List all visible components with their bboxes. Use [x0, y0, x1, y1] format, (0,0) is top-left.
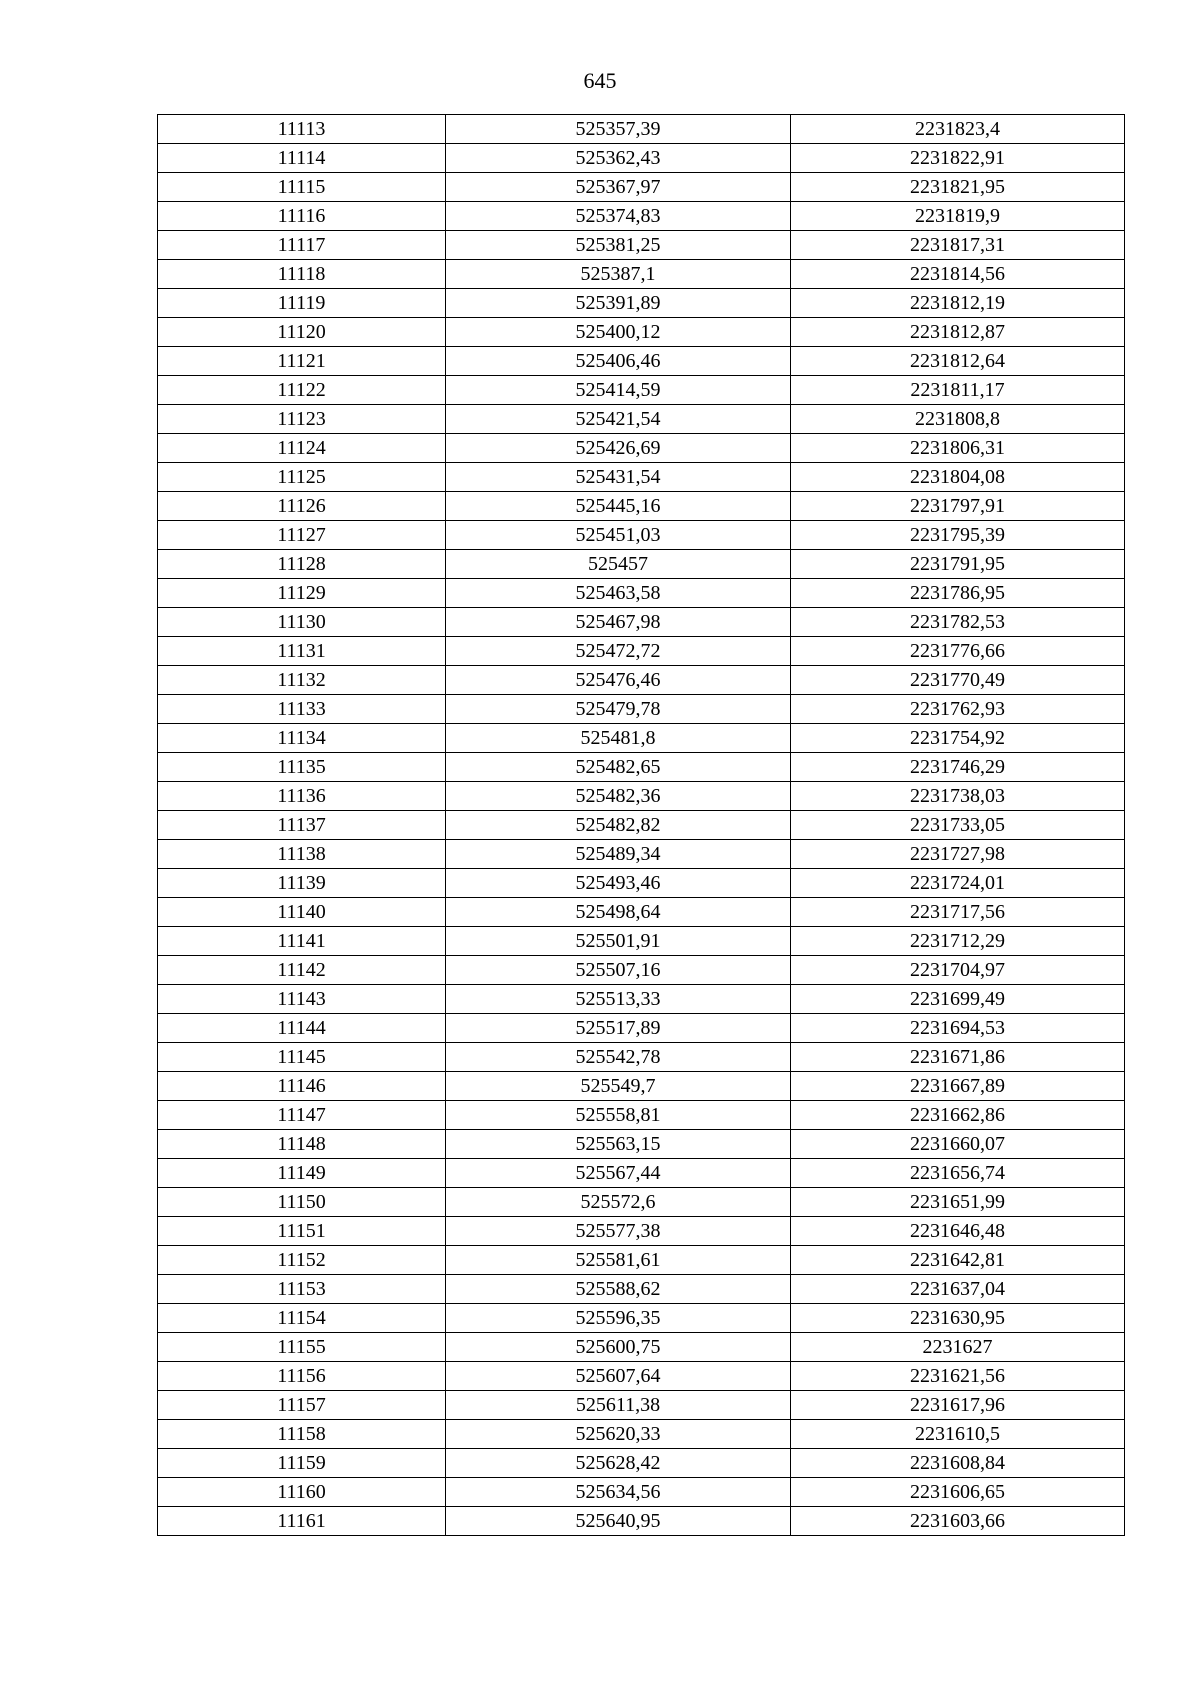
table-row	[158, 1420, 1125, 1449]
y-coordinate-cell: 2231817,31	[791, 231, 1125, 260]
point-number-cell: 11150	[158, 1188, 446, 1217]
y-coordinate-cell: 2231662,86	[791, 1101, 1125, 1130]
table-row	[158, 521, 1125, 550]
y-coordinate-cell: 2231667,89	[791, 1072, 1125, 1101]
y-coordinate-cell: 2231776,66	[791, 637, 1125, 666]
point-number-cell: 11114	[158, 144, 446, 173]
point-number-cell: 11130	[158, 608, 446, 637]
point-number-cell: 11157	[158, 1391, 446, 1420]
x-coordinate-cell: 525421,54	[446, 405, 791, 434]
point-number-cell: 11119	[158, 289, 446, 318]
x-coordinate-cell: 525463,58	[446, 579, 791, 608]
x-coordinate-cell: 525567,44	[446, 1159, 791, 1188]
table-row	[158, 724, 1125, 753]
x-coordinate-cell: 525467,98	[446, 608, 791, 637]
table-row	[158, 1507, 1125, 1536]
page-number: 645	[583, 68, 617, 93]
point-number-cell: 11141	[158, 927, 446, 956]
table-row	[158, 1362, 1125, 1391]
table-row	[158, 144, 1125, 173]
x-coordinate-cell: 525479,78	[446, 695, 791, 724]
point-number-cell: 11160	[158, 1478, 446, 1507]
point-number-cell: 11156	[158, 1362, 446, 1391]
x-coordinate-cell: 525476,46	[446, 666, 791, 695]
table-row	[158, 231, 1125, 260]
table-row	[158, 898, 1125, 927]
y-coordinate-cell: 2231660,07	[791, 1130, 1125, 1159]
y-coordinate-cell: 2231746,29	[791, 753, 1125, 782]
table-row	[158, 869, 1125, 898]
point-number-cell: 11116	[158, 202, 446, 231]
point-number-cell: 11155	[158, 1333, 446, 1362]
x-coordinate-cell: 525472,72	[446, 637, 791, 666]
y-coordinate-cell: 2231617,96	[791, 1391, 1125, 1420]
table-row	[158, 695, 1125, 724]
x-coordinate-cell: 525451,03	[446, 521, 791, 550]
point-number-cell: 11142	[158, 956, 446, 985]
point-number-cell: 11122	[158, 376, 446, 405]
table-row	[158, 492, 1125, 521]
point-number-cell: 11149	[158, 1159, 446, 1188]
x-coordinate-cell: 525362,43	[446, 144, 791, 173]
y-coordinate-cell: 2231606,65	[791, 1478, 1125, 1507]
x-coordinate-cell: 525628,42	[446, 1449, 791, 1478]
y-coordinate-cell: 2231699,49	[791, 985, 1125, 1014]
table-row	[158, 463, 1125, 492]
table-row	[158, 202, 1125, 231]
y-coordinate-cell: 2231786,95	[791, 579, 1125, 608]
table-row	[158, 1188, 1125, 1217]
table-row	[158, 1043, 1125, 1072]
x-coordinate-cell: 525426,69	[446, 434, 791, 463]
x-coordinate-cell: 525357,39	[446, 115, 791, 144]
y-coordinate-cell: 2231812,87	[791, 318, 1125, 347]
point-number-cell: 11151	[158, 1217, 446, 1246]
y-coordinate-cell: 2231733,05	[791, 811, 1125, 840]
x-coordinate-cell: 525431,54	[446, 463, 791, 492]
x-coordinate-cell: 525493,46	[446, 869, 791, 898]
x-coordinate-cell: 525482,65	[446, 753, 791, 782]
y-coordinate-cell: 2231804,08	[791, 463, 1125, 492]
x-coordinate-cell: 525507,16	[446, 956, 791, 985]
x-coordinate-cell: 525406,46	[446, 347, 791, 376]
y-coordinate-cell: 2231671,86	[791, 1043, 1125, 1072]
table-row	[158, 579, 1125, 608]
x-coordinate-cell: 525400,12	[446, 318, 791, 347]
y-coordinate-cell: 2231819,9	[791, 202, 1125, 231]
x-coordinate-cell: 525634,56	[446, 1478, 791, 1507]
table-row	[158, 115, 1125, 144]
point-number-cell: 11159	[158, 1449, 446, 1478]
y-coordinate-cell: 2231621,56	[791, 1362, 1125, 1391]
table-row	[158, 1391, 1125, 1420]
x-coordinate-cell: 525513,33	[446, 985, 791, 1014]
table-row	[158, 927, 1125, 956]
point-number-cell: 11129	[158, 579, 446, 608]
y-coordinate-cell: 2231811,17	[791, 376, 1125, 405]
table-row	[158, 1101, 1125, 1130]
table-row	[158, 985, 1125, 1014]
table-row	[158, 753, 1125, 782]
x-coordinate-cell: 525374,83	[446, 202, 791, 231]
x-coordinate-cell: 525558,81	[446, 1101, 791, 1130]
point-number-cell: 11145	[158, 1043, 446, 1072]
point-number-cell: 11137	[158, 811, 446, 840]
y-coordinate-cell: 2231610,5	[791, 1420, 1125, 1449]
point-number-cell: 11126	[158, 492, 446, 521]
y-coordinate-cell: 2231651,99	[791, 1188, 1125, 1217]
x-coordinate-cell: 525489,34	[446, 840, 791, 869]
table-row	[158, 260, 1125, 289]
point-number-cell: 11120	[158, 318, 446, 347]
table-row	[158, 347, 1125, 376]
point-number-cell: 11152	[158, 1246, 446, 1275]
x-coordinate-cell: 525640,95	[446, 1507, 791, 1536]
x-coordinate-cell: 525482,36	[446, 782, 791, 811]
point-number-cell: 11146	[158, 1072, 446, 1101]
x-coordinate-cell: 525611,38	[446, 1391, 791, 1420]
point-number-cell: 11125	[158, 463, 446, 492]
point-number-cell: 11136	[158, 782, 446, 811]
x-coordinate-cell: 525581,61	[446, 1246, 791, 1275]
table-row	[158, 637, 1125, 666]
table-row	[158, 1014, 1125, 1043]
x-coordinate-cell: 525481,8	[446, 724, 791, 753]
table-row	[158, 1130, 1125, 1159]
y-coordinate-cell: 2231738,03	[791, 782, 1125, 811]
table-row	[158, 1275, 1125, 1304]
point-number-cell: 11147	[158, 1101, 446, 1130]
x-coordinate-cell: 525517,89	[446, 1014, 791, 1043]
point-number-cell: 11115	[158, 173, 446, 202]
point-number-cell: 11153	[158, 1275, 446, 1304]
point-number-cell: 11118	[158, 260, 446, 289]
point-number-cell: 11158	[158, 1420, 446, 1449]
y-coordinate-cell: 2231656,74	[791, 1159, 1125, 1188]
table-row	[158, 1217, 1125, 1246]
x-coordinate-cell: 525607,64	[446, 1362, 791, 1391]
y-coordinate-cell: 2231770,49	[791, 666, 1125, 695]
x-coordinate-cell: 525588,62	[446, 1275, 791, 1304]
y-coordinate-cell: 2231806,31	[791, 434, 1125, 463]
y-coordinate-cell: 2231627	[791, 1333, 1125, 1362]
point-number-cell: 11124	[158, 434, 446, 463]
y-coordinate-cell: 2231812,19	[791, 289, 1125, 318]
x-coordinate-cell: 525498,64	[446, 898, 791, 927]
y-coordinate-cell: 2231823,4	[791, 115, 1125, 144]
x-coordinate-cell: 525381,25	[446, 231, 791, 260]
y-coordinate-cell: 2231630,95	[791, 1304, 1125, 1333]
x-coordinate-cell: 525367,97	[446, 173, 791, 202]
coordinates-table	[157, 114, 1125, 1536]
table-row	[158, 1449, 1125, 1478]
y-coordinate-cell: 2231812,64	[791, 347, 1125, 376]
y-coordinate-cell: 2231797,91	[791, 492, 1125, 521]
y-coordinate-cell: 2231608,84	[791, 1449, 1125, 1478]
table-row	[158, 434, 1125, 463]
y-coordinate-cell: 2231782,53	[791, 608, 1125, 637]
point-number-cell: 11138	[158, 840, 446, 869]
point-number-cell: 11154	[158, 1304, 446, 1333]
y-coordinate-cell: 2231603,66	[791, 1507, 1125, 1536]
point-number-cell: 11132	[158, 666, 446, 695]
point-number-cell: 11131	[158, 637, 446, 666]
y-coordinate-cell: 2231717,56	[791, 898, 1125, 927]
point-number-cell: 11121	[158, 347, 446, 376]
table-row	[158, 318, 1125, 347]
table-row	[158, 376, 1125, 405]
point-number-cell: 11117	[158, 231, 446, 260]
point-number-cell: 11140	[158, 898, 446, 927]
point-number-cell: 11144	[158, 1014, 446, 1043]
point-number-cell: 11148	[158, 1130, 446, 1159]
x-coordinate-cell: 525600,75	[446, 1333, 791, 1362]
point-number-cell: 11127	[158, 521, 446, 550]
y-coordinate-cell: 2231642,81	[791, 1246, 1125, 1275]
table-row	[158, 1159, 1125, 1188]
x-coordinate-cell: 525620,33	[446, 1420, 791, 1449]
table-row	[158, 1246, 1125, 1275]
x-coordinate-cell: 525577,38	[446, 1217, 791, 1246]
table-row	[158, 956, 1125, 985]
y-coordinate-cell: 2231808,8	[791, 405, 1125, 434]
point-number-cell: 11113	[158, 115, 446, 144]
x-coordinate-cell: 525457	[446, 550, 791, 579]
y-coordinate-cell: 2231727,98	[791, 840, 1125, 869]
x-coordinate-cell: 525501,91	[446, 927, 791, 956]
table-row	[158, 289, 1125, 318]
table-row	[158, 1333, 1125, 1362]
table-row	[158, 666, 1125, 695]
x-coordinate-cell: 525572,6	[446, 1188, 791, 1217]
table-row	[158, 811, 1125, 840]
y-coordinate-cell: 2231822,91	[791, 144, 1125, 173]
x-coordinate-cell: 525563,15	[446, 1130, 791, 1159]
x-coordinate-cell: 525414,59	[446, 376, 791, 405]
table-row	[158, 405, 1125, 434]
point-number-cell: 11143	[158, 985, 446, 1014]
table-row	[158, 782, 1125, 811]
table-row	[158, 1072, 1125, 1101]
table-row	[158, 608, 1125, 637]
point-number-cell: 11161	[158, 1507, 446, 1536]
y-coordinate-cell: 2231791,95	[791, 550, 1125, 579]
y-coordinate-cell: 2231637,04	[791, 1275, 1125, 1304]
point-number-cell: 11128	[158, 550, 446, 579]
table-row	[158, 840, 1125, 869]
x-coordinate-cell: 525482,82	[446, 811, 791, 840]
point-number-cell: 11139	[158, 869, 446, 898]
x-coordinate-cell: 525542,78	[446, 1043, 791, 1072]
y-coordinate-cell: 2231712,29	[791, 927, 1125, 956]
point-number-cell: 11123	[158, 405, 446, 434]
y-coordinate-cell: 2231724,01	[791, 869, 1125, 898]
table-row	[158, 1304, 1125, 1333]
table-row	[158, 173, 1125, 202]
x-coordinate-cell: 525391,89	[446, 289, 791, 318]
table-body	[158, 115, 1125, 1536]
y-coordinate-cell: 2231754,92	[791, 724, 1125, 753]
y-coordinate-cell: 2231762,93	[791, 695, 1125, 724]
y-coordinate-cell: 2231694,53	[791, 1014, 1125, 1043]
point-number-cell: 11133	[158, 695, 446, 724]
x-coordinate-cell: 525387,1	[446, 260, 791, 289]
table-row	[158, 1478, 1125, 1507]
y-coordinate-cell: 2231814,56	[791, 260, 1125, 289]
y-coordinate-cell: 2231821,95	[791, 173, 1125, 202]
x-coordinate-cell: 525596,35	[446, 1304, 791, 1333]
table-row	[158, 550, 1125, 579]
y-coordinate-cell: 2231704,97	[791, 956, 1125, 985]
x-coordinate-cell: 525445,16	[446, 492, 791, 521]
point-number-cell: 11134	[158, 724, 446, 753]
y-coordinate-cell: 2231795,39	[791, 521, 1125, 550]
point-number-cell: 11135	[158, 753, 446, 782]
x-coordinate-cell: 525549,7	[446, 1072, 791, 1101]
y-coordinate-cell: 2231646,48	[791, 1217, 1125, 1246]
